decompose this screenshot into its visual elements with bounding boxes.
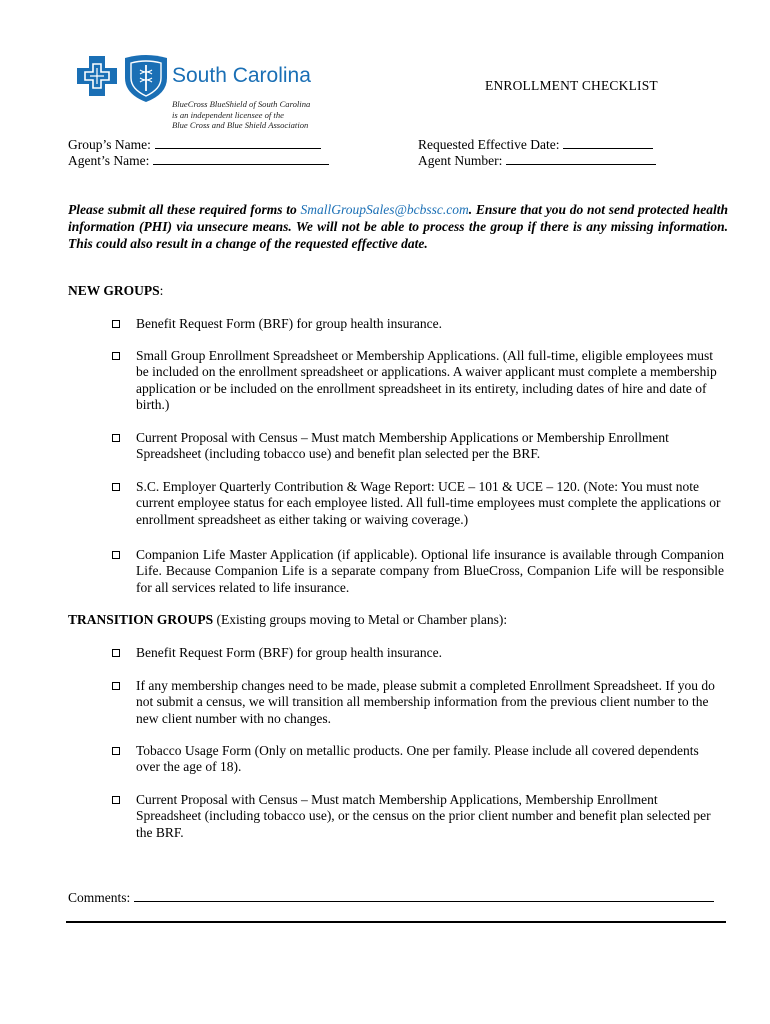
bluecross-cross-icon xyxy=(77,56,117,96)
checklist-item[interactable] xyxy=(112,316,724,332)
agent-name-label: Agent’s Name: xyxy=(68,153,150,168)
bottom-divider xyxy=(66,921,726,923)
effective-date-label: Requested Effective Date: xyxy=(418,137,560,152)
checkbox-icon[interactable] xyxy=(112,682,120,690)
checklist-item-text: Tobacco Usage Form (Only on metallic products. One per family. Please include all covered dependents over the age of 18). xyxy=(136,743,699,775)
group-name-label: Group’s Name: xyxy=(68,137,151,152)
brand-name: South Carolina xyxy=(172,64,311,87)
group-name-field[interactable] xyxy=(68,136,321,153)
checklist-item[interactable] xyxy=(112,547,724,596)
section-title: NEW GROUPS xyxy=(68,283,160,298)
agent-number-field[interactable] xyxy=(418,152,656,169)
agent-name-field[interactable] xyxy=(68,152,329,169)
checklist-item-text: Current Proposal with Census – Must match Membership Applications, Membership Enrollment Spreadsheet (including tobacco use), or the census on the prior client number and benefit plan selected per the BRF. xyxy=(136,792,711,840)
comments-field[interactable] xyxy=(68,889,714,906)
checklist-item-text: Companion Life Master Application (if applicable). Optional life insurance is available through Companion Life. Because Companion Life is a separate company from BlueCross, Companion Life will be responsible for all services related to life insurance. xyxy=(136,547,724,595)
checklist-item-text: Small Group Enrollment Spreadsheet or Membership Applications. (All full-time, eligible employees must be included on the enrollment spreadsheet or applications. A waiver applicant must complete a membership application or be included on the enrollment spreadsheet in its entirety, including dates of hire and date of birth.) xyxy=(136,348,717,412)
checkbox-icon[interactable] xyxy=(112,483,120,491)
checklist-item[interactable] xyxy=(112,678,724,727)
checklist-item[interactable] xyxy=(112,743,724,776)
brand-license-text xyxy=(172,99,310,131)
instructions-text: . Ensure that you do not send protected health information (PHI) via unsecure means. We will not be able to process the group if there is any missing information. This could also result in a change of the requested effective date. xyxy=(68,202,728,251)
checkbox-icon[interactable] xyxy=(112,551,120,559)
section-suffix: (Existing groups moving to Metal or Chamber plans): xyxy=(213,612,508,627)
brand-license-line: is an independent licensee of the xyxy=(172,109,284,120)
effective-date-blank[interactable] xyxy=(563,136,653,149)
checkbox-icon[interactable] xyxy=(112,352,120,360)
checklist-item[interactable] xyxy=(112,430,724,463)
instructions-paragraph xyxy=(68,201,728,252)
checkbox-icon[interactable] xyxy=(112,434,120,442)
brand-license-line: BlueCross BlueShield of South Carolina xyxy=(172,99,311,109)
checklist-item-text: S.C. Employer Quarterly Contribution & Wage Report: UCE – 101 & UCE – 120. (Note: You must note current employee status for each employee listed. All full-time employees must complete the applications or enrollment spreadsheet as either taking or waiving coverage.) xyxy=(136,479,721,527)
agent-number-label: Agent Number: xyxy=(418,153,503,168)
comments-blank[interactable] xyxy=(134,889,714,902)
group-name-blank[interactable] xyxy=(155,136,321,149)
effective-date-field[interactable] xyxy=(418,136,653,153)
blueshield-shield-icon xyxy=(125,55,167,102)
transition-groups-heading xyxy=(68,612,507,628)
checklist-item-text: Benefit Request Form (BRF) for group health insurance. xyxy=(136,645,442,660)
checklist-item[interactable] xyxy=(112,792,724,841)
new-groups-heading xyxy=(68,283,163,299)
checkbox-icon[interactable] xyxy=(112,747,120,755)
section-title: TRANSITION GROUPS xyxy=(68,612,214,627)
checklist-item-text: Current Proposal with Census – Must match Membership Applications or Membership Enrollment Spreadsheet (including tobacco use) and benefit plan selected per the BRF. xyxy=(136,430,669,462)
checkbox-icon[interactable] xyxy=(112,320,120,328)
checkbox-icon[interactable] xyxy=(112,796,120,804)
section-suffix: : xyxy=(159,283,164,298)
checklist-item[interactable] xyxy=(112,348,724,413)
agent-number-blank[interactable] xyxy=(506,152,656,165)
checklist-item-text: Benefit Request Form (BRF) for group health insurance. xyxy=(136,316,442,331)
agent-name-blank[interactable] xyxy=(153,152,329,165)
checklist-item[interactable] xyxy=(112,479,724,528)
document-title: ENROLLMENT CHECKLIST xyxy=(485,78,658,93)
instructions-text: Please submit all these required forms to xyxy=(68,202,301,217)
checkbox-icon[interactable] xyxy=(112,649,120,657)
brand-license-line: Blue Cross and Blue Shield Association xyxy=(172,120,309,130)
comments-label: Comments: xyxy=(68,890,131,905)
checklist-item[interactable] xyxy=(112,645,724,661)
email-link[interactable]: SmallGroupSales@bcbssc.com xyxy=(300,202,469,217)
checklist-item-text: If any membership changes need to be made, please submit a completed Enrollment Spreadsheet. If you do not submit a census, we will transition all membership information from the previous client number to the new client number with no changes. xyxy=(136,678,715,726)
